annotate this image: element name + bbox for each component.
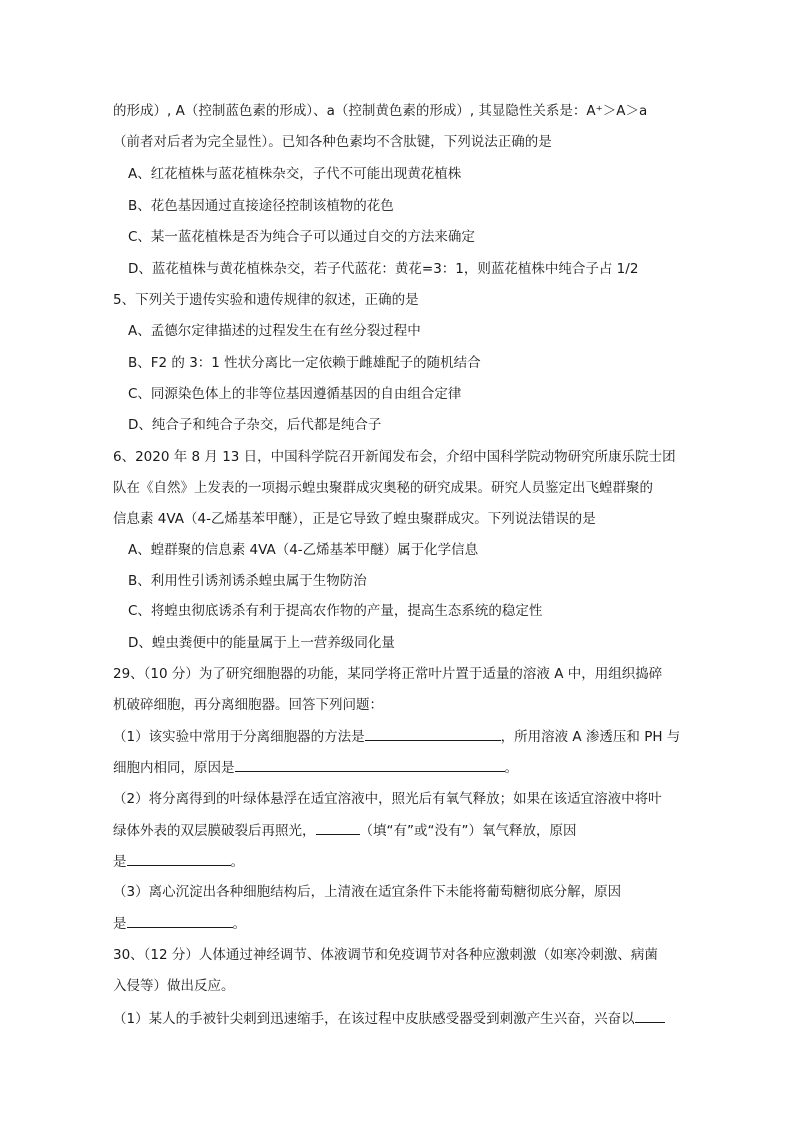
q29-sub1-text-d: 。 xyxy=(504,760,518,776)
q29-sub1-line-2 xyxy=(113,757,518,778)
q5-option-b: B、F2 的 3：1 性状分离比一定依赖于雌雄配子的随机结合 xyxy=(128,355,481,371)
q6-option-d: D、蝗虫粪便中的能量属于上一营养级同化量 xyxy=(128,635,395,651)
intro-line-1: 的形成）, A（控制蓝色素的形成）、a（控制黄色素的形成）, 其显隐性关系是：A⁺＞A＞a xyxy=(113,103,648,119)
q6-option-a: A、蝗群聚的信息素 4VA（4-乙烯基苯甲醚）属于化学信息 xyxy=(128,542,479,558)
q30-stem-1: 30、（12 分）人体通过神经调节、体液调节和免疫调节对各种应激刺激（如寒冷刺激、病菌 xyxy=(113,947,658,963)
q29-sub3-line-1: （3）离心沉淀出各种细胞结构后，上清液在适宜条件下未能将葡萄糖彻底分解，原因 xyxy=(113,884,622,900)
q6-stem-1: 6、2020 年 8 月 13 日，中国科学院召开新闻发布会，介绍中国科学院动物研究所康乐院士团 xyxy=(113,449,676,465)
q6-stem-3: 信息素 4VA（4-乙烯基苯甲醚），正是它导致了蝗虫聚群成灾。下列说法错误的是 xyxy=(113,511,596,527)
q29-sub3-text-b: 是 xyxy=(113,916,127,932)
q29-sub3-line-2 xyxy=(113,913,246,934)
q30-sub1-line xyxy=(113,1008,665,1029)
q29-sub2-text-d: 是 xyxy=(113,854,127,870)
q29-sub1-text-b: ，所用溶液 A 渗透压和 PH 与 xyxy=(500,729,681,745)
answer-blank-5[interactable] xyxy=(127,913,233,928)
q29-sub2-line-3 xyxy=(113,851,244,872)
q29-sub1-line xyxy=(113,726,680,747)
q30-sub1-text-a: （1）某人的手被针尖刺到迅速缩手，在该过程中皮肤感受器受到刺激产生兴奋，兴奋以 xyxy=(113,1011,635,1027)
q29-sub2-text-c: （填“有”或“没有”）氧气释放，原因 xyxy=(359,823,577,839)
q6-stem-2: 队在《自然》上发表的一项揭示蝗虫聚群成灾奥秘的研究成果。研究人员鉴定出飞蝗群聚的 xyxy=(113,480,653,496)
q29-sub1-text-a: （1）该实验中常用于分离细胞器的方法是 xyxy=(113,729,365,745)
q5-option-d: D、纯合子和纯合子杂交，后代都是纯合子 xyxy=(128,417,382,433)
answer-blank-4[interactable] xyxy=(127,851,231,866)
q4-option-a: A、红花植株与蓝花植株杂交，子代不可能出现黄花植株 xyxy=(128,166,462,182)
q6-option-b: B、利用性引诱剂诱杀蝗虫属于生物防治 xyxy=(128,573,367,589)
answer-blank-2[interactable] xyxy=(235,757,505,772)
q29-sub3-text-c: 。 xyxy=(232,916,246,932)
answer-blank-6[interactable] xyxy=(635,1008,665,1023)
q6-option-c: C、将蝗虫彻底诱杀有利于提高农作物的产量，提高生态系统的稳定性 xyxy=(128,603,543,619)
q29-sub2-text-e: 。 xyxy=(230,854,244,870)
q29-stem-2: 机破碎细胞，再分离细胞器。回答下列问题： xyxy=(113,697,383,713)
q5-option-c: C、同源染色体上的非等位基因遵循基因的自由组合定律 xyxy=(128,386,462,402)
intro-line-2: （前者对后者为完全显性）。已知各种色素均不含肽键，下列说法正确的是 xyxy=(113,134,552,150)
q5-stem: 5、下列关于遗传实验和遗传规律的叙述，正确的是 xyxy=(113,292,419,308)
q4-option-c: C、某一蓝花植株是否为纯合子可以通过自交的方法来确定 xyxy=(128,229,475,245)
q5-option-a: A、孟德尔定律描述的过程发生在有丝分裂过程中 xyxy=(128,323,421,339)
q4-option-d: D、蓝花植株与黄花植株杂交，若子代蓝花：黄花=3：1，则蓝花植株中纯合子占 1/2 xyxy=(128,261,639,277)
q29-sub1-text-c: 细胞内相同，原因是 xyxy=(113,760,235,776)
q4-option-b: B、花色基因通过直接途径控制该植物的花色 xyxy=(128,198,394,214)
q29-sub2-text-b: 绿体外表的双层膜破裂后再照光， xyxy=(113,823,316,839)
q30-stem-2: 入侵等）做出反应。 xyxy=(113,978,235,994)
q29-sub2-line-1: （2）将分离得到的叶绿体悬浮在适宜溶液中，照光后有氧气释放；如果在该适宜溶液中将叶 xyxy=(113,791,662,807)
answer-blank-3[interactable] xyxy=(316,820,360,835)
q29-stem-1: 29、（10 分）为了研究细胞器的功能，某同学将正常叶片置于适量的溶液 A 中，用组织捣碎 xyxy=(113,666,663,682)
q29-sub2-line-2 xyxy=(113,820,576,841)
answer-blank-1[interactable] xyxy=(365,726,501,741)
